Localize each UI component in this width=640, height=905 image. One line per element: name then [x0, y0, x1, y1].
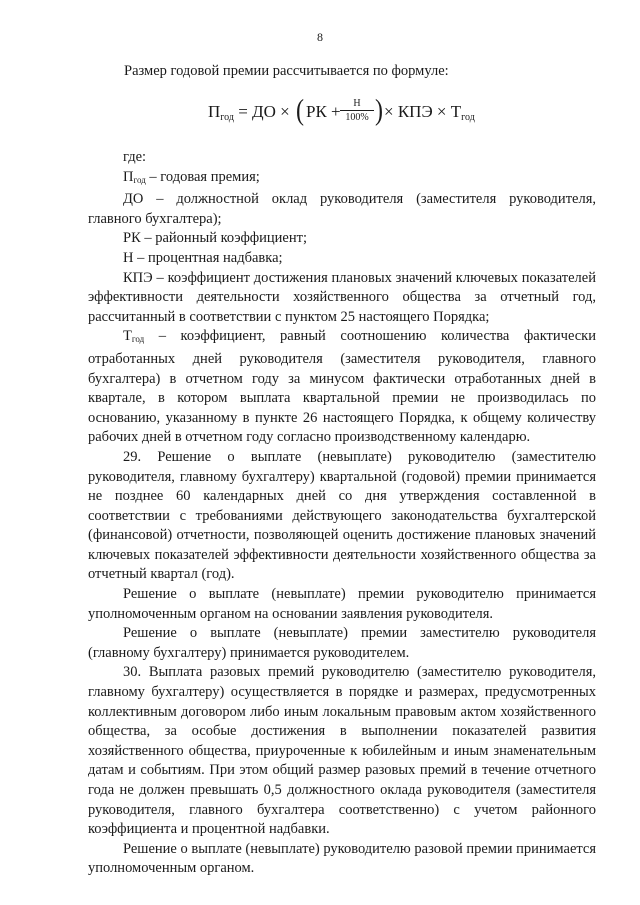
- document-body: [88, 148, 596, 879]
- t-god-sub: год: [131, 334, 145, 345]
- definition-n: Н – процентная надбавка;: [123, 249, 283, 266]
- where-label: где:: [123, 149, 147, 165]
- paragraph-29-decision-head: Решение о выплате (невыплате) премии руководителю принимается уполномоченным органом на основании заявления руководителя.: [88, 586, 596, 622]
- paragraph-29-decision-deputy: Решение о выплате (невыплате) премии заместителю руководителя (главному бухгалтеру) принимается руководителем.: [88, 625, 596, 661]
- definition-t-god: [88, 327, 596, 448]
- p-god-text: – годовая премия;: [145, 168, 260, 185]
- paragraph-29: 29. Решение о выплате (невыплате) руководителю (заместителю руководителя, главному бухгалтеру) квартальной (годовой) премии принимается не позднее 60 календарных дней со дня утверждения составленной в соответствии с требованиями действующего законодательства бухгалтерской (финансовой) отчетности, позволяющей оценить достижение плановых значений ключевых показателей эффективности деятельности хозяйственного общества за отчетный квартал (год).: [88, 448, 596, 583]
- definition-do: ДО – должностной оклад руководителя (заместителя руководителя, главного бухгалтера);: [88, 191, 596, 227]
- paragraph-30-decision: Решение о выплате (невыплате) руководителю разовой премии принимается уполномоченным органом.: [88, 840, 596, 877]
- definition-p-god: [88, 168, 596, 191]
- formula-lhs-sub: год: [220, 112, 234, 123]
- formula-left: [208, 102, 290, 123]
- p-god-sub: год: [133, 174, 146, 185]
- formula-rhs-sub: год: [461, 112, 475, 123]
- formula-inner-left: РК +: [306, 102, 341, 121]
- t-god-symbol: Т: [123, 328, 132, 345]
- formula-intro: Размер годовой премии рассчитывается по формуле:: [124, 63, 449, 79]
- definition-rk: РК – районный коэффициент;: [123, 230, 307, 247]
- t-god-text: – коэффициент, равный соотношению количества фактически отработанных дней руководителя (заместителя руководителя, главного бухгалтера) в отчетном году за минусом фактически отработанных дней в квартале, в котором выплата квартальной премии не производилась по основанию, указанному в пункте 26 настоящего Порядка, к общему количеству рабочих дней в отчетном году согласно производственному календарю.: [88, 328, 596, 446]
- formula-open-paren: (: [296, 94, 304, 128]
- definition-kpe: КПЭ – коэффициент достижения плановых значений ключевых показателей эффективности деятельности хозяйственного общества за отчетный год, рассчитанный в соответствии с пунктом 25 настоящего Порядка;: [88, 269, 596, 325]
- formula-right: [384, 102, 475, 123]
- annual-bonus-formula: [208, 94, 488, 133]
- paragraph-30: 30. Выплата разовых премий руководителю (заместителю руководителя, главному бухгалтеру) осуществляется в порядке и размерах, предусмотренных коллективным договором либо иным локальным правовым актом хозяйственного общества, за особые достижения в выполнении показателей развития хозяйственного общества, приуроченные к юбилейным и иным знаменательным датам и событиям. При этом общий размер разовых премий в течение отчетного года не должен превышать 0,5 должностного оклада руководителя (заместителя руководителя, главного бухгалтера соответственно) с учетом районного коэффициента и процентной надбавки.: [88, 664, 596, 838]
- page-number: 8: [317, 30, 323, 44]
- formula-fraction-denominator: 100%: [345, 112, 369, 123]
- formula-equals: = ДО ×: [238, 102, 290, 121]
- formula-fraction: [340, 98, 374, 123]
- formula-fraction-numerator: Н: [340, 98, 374, 111]
- p-god-symbol: П: [123, 168, 134, 185]
- formula-close-paren: ): [375, 94, 383, 128]
- formula-lhs-symbol: П: [208, 102, 221, 121]
- formula-rhs: × КПЭ × Т: [384, 102, 462, 121]
